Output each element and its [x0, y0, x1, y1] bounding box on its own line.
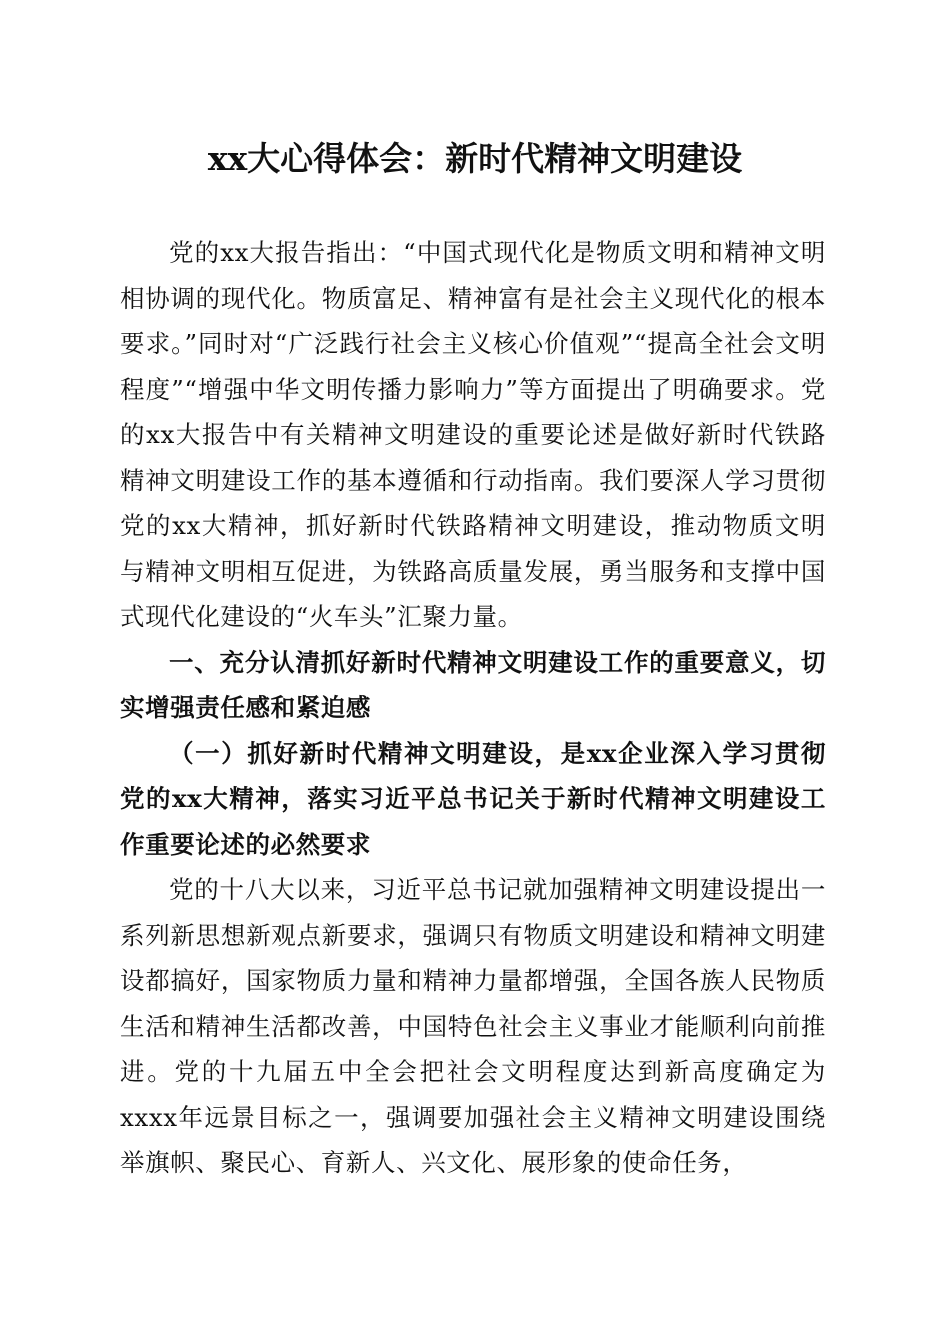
document-body	[120, 230, 826, 1186]
intro-paragraph: 党的xx大报告指出：“中国式现代化是物质文明和精神文明相协调的现代化。物质富足、精神富有是社会主义现代化的根本要求。”同时对“广泛践行社会主义核心价值观”“提高全社会文明程度”“增强中华文明传播力影响力”等方面提出了明确要求。党的xx大报告中有关精神文明建设的重要论述是做好新时代铁路精神文明建设工作的基本遵循和行动指南。我们要深人学习贯彻党的xx大精神，抓好新时代铁路精神文明建设，推动物质文明与精神文明相互促进，为铁路高质量发展，勇当服务和支撑中国式现代化建设的“火车头”汇聚力量。	[120, 238, 826, 631]
document-title: xx大心得体会：新时代精神文明建设	[207, 139, 743, 178]
section-heading-1: 一、充分认清抓好新时代精神文明建设工作的重要意义，切实增强责任感和紧迫感	[120, 647, 826, 722]
subsection-heading-1: （一）抓好新时代精神文明建设，是xx企业深入学习贯彻党的xx大精神，落实习近平总书记关于新时代精神文明建设工作重要论述的必然要求	[120, 738, 826, 859]
body-paragraph: 党的十八大以来，习近平总书记就加强精神文明建设提出一系列新思想新观点新要求，强调只有物质文明建设和精神文明建设都搞好，国家物质力量和精神力量都增强，全国各族人民物质生活和精神生活都改善，中国特色社会主义事业才能顺利向前推进。党的十九届五中全会把社会文明程度达到新高度确定为xxxx年远景目标之一，强调要加强社会主义精神文明建设围绕举旗帜、聚民心、育新人、兴文化、展形象的使命任务，	[120, 875, 826, 1177]
